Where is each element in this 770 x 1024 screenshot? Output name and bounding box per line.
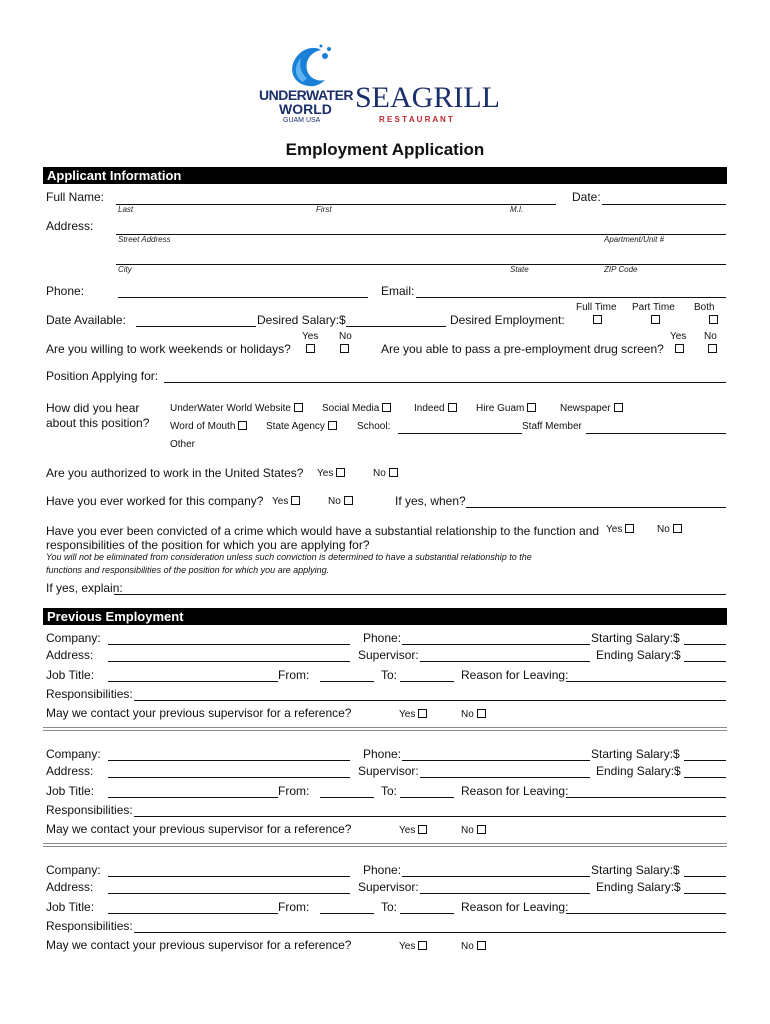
source-indeed-checkbox[interactable] <box>448 403 457 412</box>
first-caption: First <box>316 205 332 214</box>
worked-yes[interactable]: Yes <box>272 496 300 507</box>
company-label: Company: <box>46 747 101 761</box>
part-time-checkbox[interactable] <box>651 315 660 324</box>
reason-label: Reason for Leaving: <box>461 784 569 798</box>
employer-address-field[interactable] <box>108 661 350 662</box>
position-field[interactable] <box>164 382 726 383</box>
employer-phone-label: Phone: <box>363 747 402 761</box>
reason-field[interactable] <box>566 681 726 682</box>
date-available-label: Date Available: <box>46 313 126 327</box>
contact-yes[interactable]: Yes <box>399 825 427 836</box>
to-field[interactable] <box>400 681 454 682</box>
crime-note-line1: You will not be eliminated from consideration unless such conviction is determined to have a substantial relationship to the <box>46 552 532 562</box>
employer-phone-field[interactable] <box>402 644 590 645</box>
ending-salary-label: Ending Salary:$ <box>596 764 681 778</box>
job-title-label: Job Title: <box>46 784 95 798</box>
company-logos <box>255 44 515 128</box>
contact-no-checkbox[interactable] <box>477 941 486 950</box>
source-staff-field[interactable] <box>586 433 726 434</box>
starting-salary-field[interactable] <box>684 644 726 645</box>
supervisor-field[interactable] <box>420 893 590 894</box>
worked-no[interactable]: No <box>328 496 353 507</box>
contact-question: May we contact your previous supervisor for a reference? <box>46 706 352 720</box>
weekends-question: Are you willing to work weekends or holidays? <box>46 342 291 356</box>
weekends-yes-caption: Yes <box>302 331 319 342</box>
full-name-label: Full Name: <box>46 190 105 204</box>
responsibilities-label: Responsibilities: <box>46 803 133 817</box>
desired-employment-label: Desired Employment: <box>450 313 565 327</box>
applicant-info-header: Applicant Information <box>43 167 727 184</box>
source-school-label: School: <box>357 421 391 432</box>
from-label: From: <box>278 900 310 914</box>
date-label: Date: <box>572 190 601 204</box>
source-other-label: Other <box>170 439 196 450</box>
last-caption: Last <box>118 205 134 214</box>
responsibilities-label: Responsibilities: <box>46 687 133 701</box>
underwater-world-name-line2: WORLD <box>279 101 332 117</box>
supervisor-label: Supervisor: <box>358 764 419 778</box>
seagrill-name: SEAGRILL <box>355 81 500 114</box>
from-field[interactable] <box>320 913 374 914</box>
contact-yes[interactable]: Yes <box>399 709 427 720</box>
drug-no-checkbox[interactable] <box>708 344 717 353</box>
employer-phone-field[interactable] <box>402 760 590 761</box>
source-wom[interactable]: Word of Mouth <box>170 421 247 432</box>
apt-caption: Apartment/Unit # <box>604 235 665 244</box>
seagrill-subtitle: R E S T A U R A N T <box>379 115 453 124</box>
source-school-field[interactable] <box>398 433 522 434</box>
from-field[interactable] <box>320 681 374 682</box>
company-field[interactable] <box>108 876 350 877</box>
responsibilities-label: Responsibilities: <box>46 919 133 933</box>
if-yes-explain-label: If yes, explain: <box>46 581 123 595</box>
phone-label: Phone: <box>46 284 85 298</box>
zip-caption: ZIP Code <box>604 265 638 274</box>
source-indeed[interactable]: Indeed <box>414 403 457 414</box>
supervisor-field[interactable] <box>420 777 590 778</box>
if-yes-when-field[interactable] <box>466 507 726 508</box>
contact-question: May we contact your previous supervisor for a reference? <box>46 822 352 836</box>
part-time-caption: Part Time <box>632 302 675 313</box>
phone-field[interactable] <box>118 297 368 298</box>
source-social[interactable]: Social Media <box>322 403 391 414</box>
worked-yes-checkbox[interactable] <box>291 496 300 505</box>
source-wom-checkbox[interactable] <box>238 421 247 430</box>
source-hireguam[interactable]: Hire Guam <box>476 403 536 414</box>
from-label: From: <box>278 668 310 682</box>
contact-no[interactable]: No <box>461 825 486 836</box>
full-time-checkbox[interactable] <box>593 315 602 324</box>
crime-no[interactable]: No <box>657 524 682 535</box>
source-hireguam-checkbox[interactable] <box>527 403 536 412</box>
crime-question-line1: Have you ever been convicted of a crime which would have a substantial relationship to the function and <box>46 524 599 538</box>
ending-salary-field[interactable] <box>684 893 726 894</box>
date-available-field[interactable] <box>136 326 256 327</box>
contact-question: May we contact your previous supervisor for a reference? <box>46 938 352 952</box>
company-label: Company: <box>46 863 101 877</box>
source-staff-label: Staff Member <box>522 421 582 432</box>
ending-salary-label: Ending Salary:$ <box>596 880 681 894</box>
mi-caption: M.I. <box>510 205 524 214</box>
underwater-world-wave-icon <box>285 44 333 88</box>
position-label: Position Applying for: <box>46 369 159 383</box>
drug-no-caption: No <box>704 331 717 342</box>
contact-no-checkbox[interactable] <box>477 709 486 718</box>
contact-yes[interactable]: Yes <box>399 941 427 952</box>
supervisor-label: Supervisor: <box>358 648 419 662</box>
employer-separator <box>43 727 727 731</box>
starting-salary-field[interactable] <box>684 760 726 761</box>
from-label: From: <box>278 784 310 798</box>
job-title-label: Job Title: <box>46 668 95 682</box>
supervisor-label: Supervisor: <box>358 880 419 894</box>
reason-field[interactable] <box>566 913 726 914</box>
reason-label: Reason for Leaving: <box>461 668 569 682</box>
source-newspaper-checkbox[interactable] <box>614 403 623 412</box>
full-name-field[interactable] <box>116 204 556 205</box>
email-field[interactable] <box>416 297 726 298</box>
underwater-world-name-line1: UNDERWATER <box>259 87 354 103</box>
authorized-question: Are you authorized to work in the United States? <box>46 466 304 480</box>
full-time-caption: Full Time <box>576 302 617 313</box>
contact-no-checkbox[interactable] <box>477 825 486 834</box>
page-title: Employment Application <box>285 140 485 159</box>
crime-yes-checkbox[interactable] <box>625 524 634 533</box>
to-field[interactable] <box>400 913 454 914</box>
crime-note-line2: functions and responsibilities of the position for which you are applying. <box>46 565 330 575</box>
responsibilities-field[interactable] <box>134 816 726 817</box>
company-field[interactable] <box>108 644 350 645</box>
both-checkbox[interactable] <box>709 315 718 324</box>
company-label: Company: <box>46 631 101 645</box>
drug-screen-question: Are you able to pass a pre-employment drug screen? <box>381 342 664 356</box>
source-agency[interactable]: State Agency <box>266 421 337 432</box>
ending-salary-field[interactable] <box>684 777 726 778</box>
supervisor-field[interactable] <box>420 661 590 662</box>
starting-salary-field[interactable] <box>684 876 726 877</box>
contact-no[interactable]: No <box>461 941 486 952</box>
ending-salary-label: Ending Salary:$ <box>596 648 681 662</box>
state-caption: State <box>510 265 529 274</box>
crime-question-line2: responsibilities of the position for which you are applying for? <box>46 538 370 552</box>
employer-address-label: Address: <box>46 764 94 778</box>
contact-yes-checkbox[interactable] <box>418 825 427 834</box>
street-caption: Street Address <box>118 235 171 244</box>
crime-no-checkbox[interactable] <box>673 524 682 533</box>
to-label: To: <box>381 784 398 798</box>
address-label: Address: <box>46 219 94 233</box>
job-title-field[interactable] <box>108 681 278 682</box>
to-label: To: <box>381 668 398 682</box>
weekends-yes-checkbox[interactable] <box>306 344 315 353</box>
both-caption: Both <box>694 302 715 313</box>
starting-salary-label: Starting Salary:$ <box>591 863 680 877</box>
job-title-field[interactable] <box>108 913 278 914</box>
crime-yes[interactable]: Yes <box>606 524 634 535</box>
source-social-checkbox[interactable] <box>382 403 391 412</box>
source-newspaper[interactable]: Newspaper <box>560 403 623 414</box>
starting-salary-label: Starting Salary:$ <box>591 631 680 645</box>
worked-no-checkbox[interactable] <box>344 496 353 505</box>
worked-question: Have you ever worked for this company? <box>46 494 264 508</box>
contact-yes-checkbox[interactable] <box>418 709 427 718</box>
to-label: To: <box>381 900 398 914</box>
weekends-no-checkbox[interactable] <box>340 344 349 353</box>
authorized-yes-checkbox[interactable] <box>336 468 345 477</box>
weekends-no-caption: No <box>339 331 352 342</box>
authorized-no-checkbox[interactable] <box>389 468 398 477</box>
ending-salary-field[interactable] <box>684 661 726 662</box>
previous-employment-header: Previous Employment <box>43 608 727 625</box>
starting-salary-label: Starting Salary:$ <box>591 747 680 761</box>
employer-phone-label: Phone: <box>363 631 402 645</box>
drug-yes-checkbox[interactable] <box>675 344 684 353</box>
reason-label: Reason for Leaving: <box>461 900 569 914</box>
responsibilities-field[interactable] <box>134 932 726 933</box>
company-field[interactable] <box>108 760 350 761</box>
email-label: Email: <box>381 284 415 298</box>
employer-address-field[interactable] <box>108 893 350 894</box>
desired-salary-label: Desired Salary:$ <box>257 313 346 327</box>
job-title-label: Job Title: <box>46 900 95 914</box>
authorized-yes[interactable]: Yes <box>317 468 345 479</box>
reason-field[interactable] <box>566 797 726 798</box>
if-yes-explain-field[interactable] <box>114 594 726 595</box>
if-yes-when-label: If yes, when? <box>395 494 466 508</box>
date-field[interactable] <box>602 204 726 205</box>
employer-phone-field[interactable] <box>402 876 590 877</box>
hear-label-line1: How did you hear <box>46 401 140 415</box>
underwater-world-location: GUAM USA <box>283 117 321 124</box>
hear-label-line2: about this position? <box>46 416 150 430</box>
from-field[interactable] <box>320 797 374 798</box>
drug-yes-caption: Yes <box>670 331 687 342</box>
contact-no[interactable]: No <box>461 709 486 720</box>
desired-salary-field[interactable] <box>346 326 446 327</box>
employer-separator <box>43 843 727 847</box>
source-website-checkbox[interactable] <box>294 403 303 412</box>
to-field[interactable] <box>400 797 454 798</box>
city-caption: City <box>118 265 132 274</box>
job-title-field[interactable] <box>108 797 278 798</box>
responsibilities-field[interactable] <box>134 700 726 701</box>
authorized-no[interactable]: No <box>373 468 398 479</box>
contact-yes-checkbox[interactable] <box>418 941 427 950</box>
employer-phone-label: Phone: <box>363 863 402 877</box>
source-agency-checkbox[interactable] <box>328 421 337 430</box>
employer-address-label: Address: <box>46 880 94 894</box>
source-website[interactable]: UnderWater World Website <box>170 403 303 414</box>
employer-address-label: Address: <box>46 648 94 662</box>
employer-address-field[interactable] <box>108 777 350 778</box>
